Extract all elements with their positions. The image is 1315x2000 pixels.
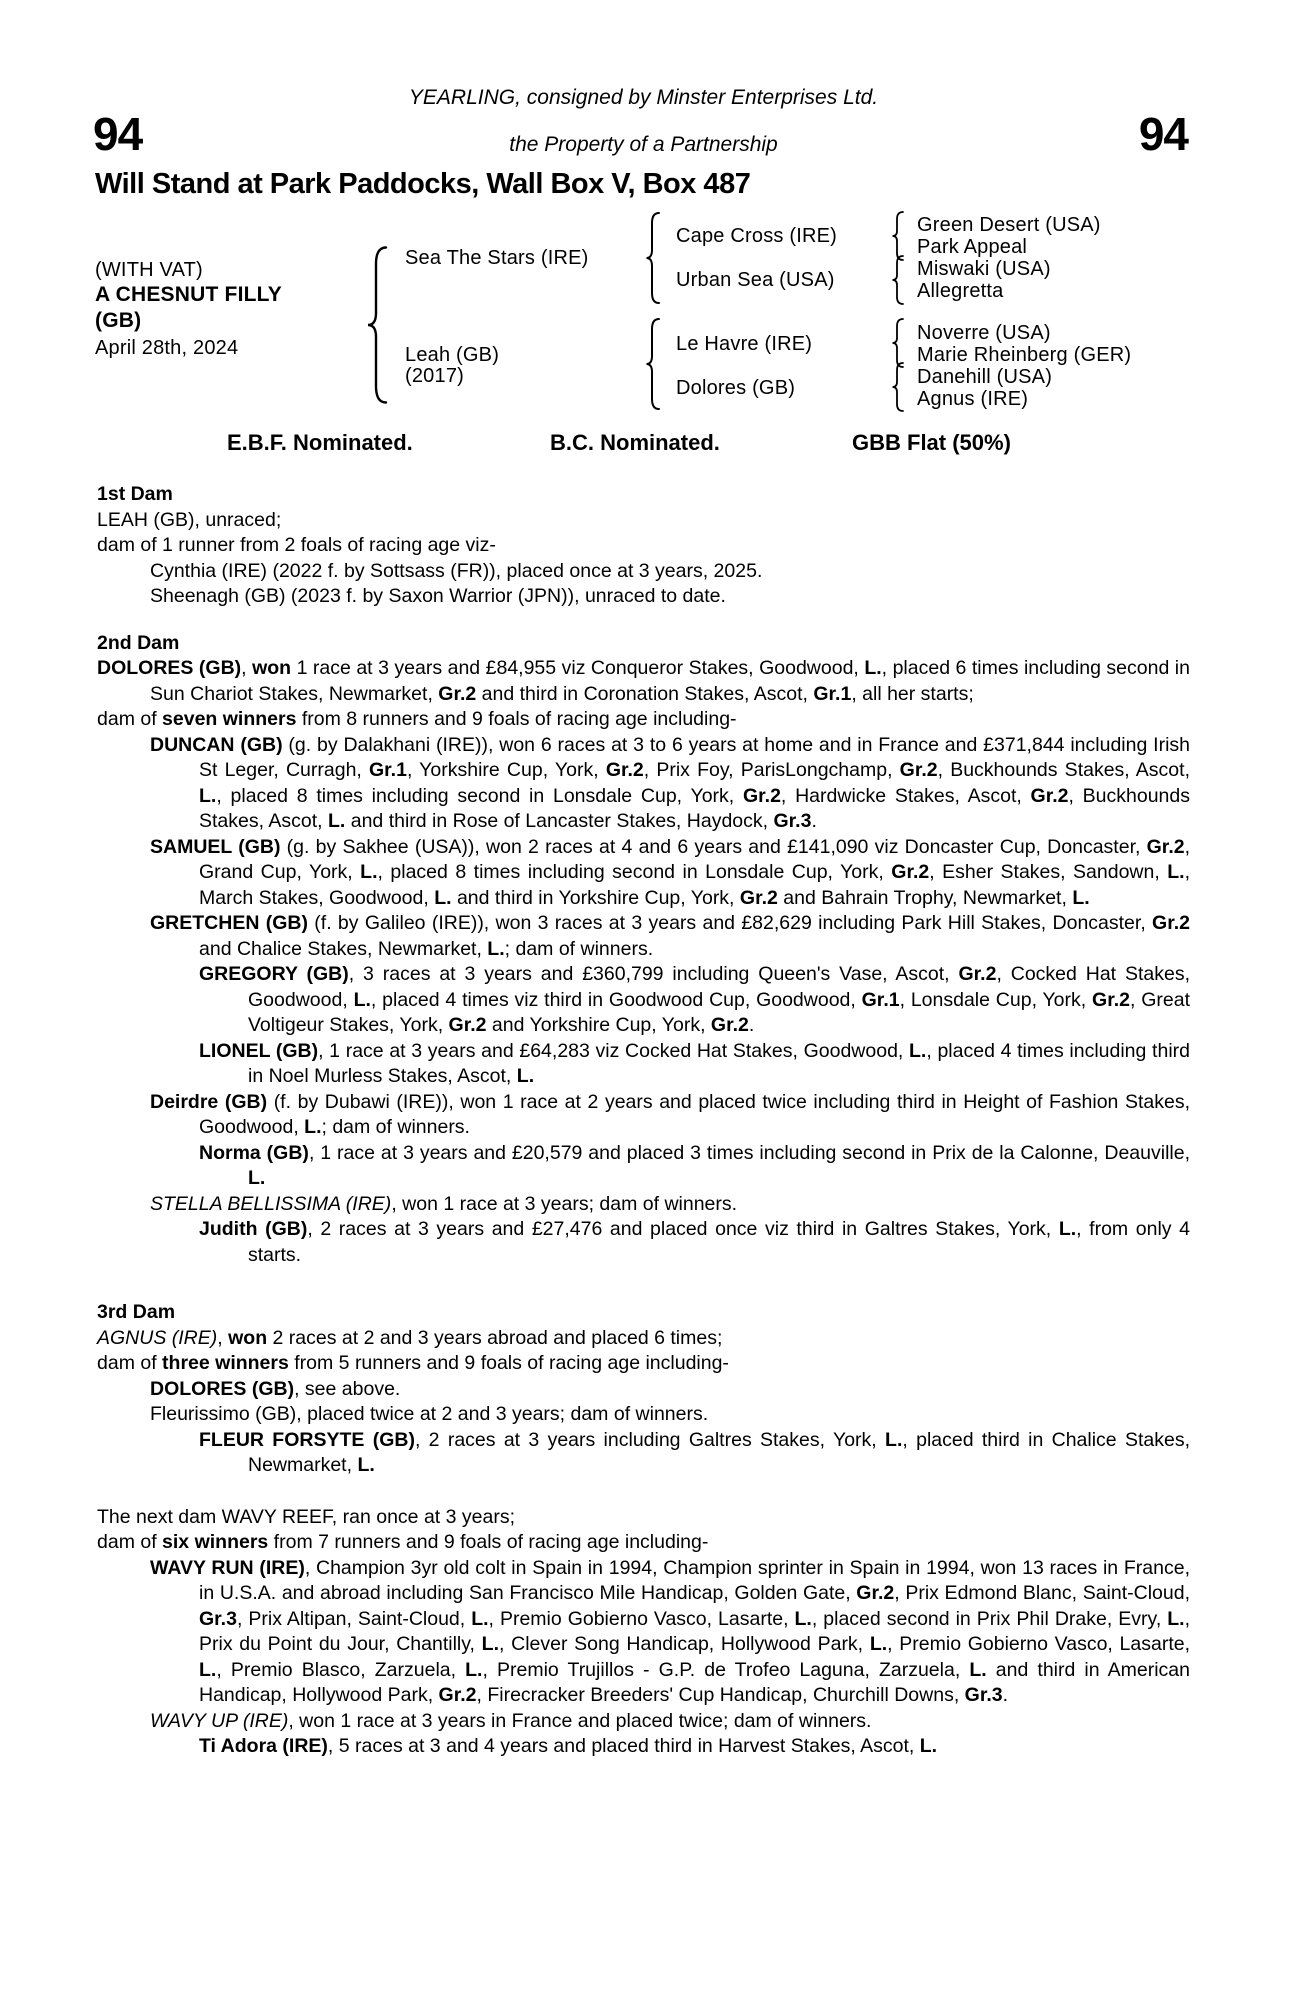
section-header-1st-dam: 1st Dam	[97, 483, 173, 505]
nominations-line	[0, 430, 1315, 460]
property-line: the Property of a Partnership	[509, 133, 778, 156]
great-grandparent-5: Noverre (USA)	[917, 322, 1051, 344]
dam-name: Leah (GB)	[405, 344, 500, 366]
great-grandparent-3: Miswaki (USA)	[917, 258, 1051, 280]
grandsire-1: Cape Cross (IRE)	[676, 225, 838, 247]
dam-produce-line: dam of 1 runner from 2 foals of racing age viz-	[97, 534, 496, 556]
gg-brace-2	[891, 255, 905, 305]
progeny-entry: GREGORY (GB), 3 races at 3 years and £360,799 including Queen's Vase, Ascot, Gr.2, Cocked Hat Stakes, Goodwood, L., placed 4 times viz third in Goodwood Cup, Goodwood, Gr.1, Lonsdale Cup, York, Gr.2, Great Voltigeur Stakes, York, Gr.2 and Yorkshire Cup, York, Gr.2.	[199, 963, 1191, 1036]
dam-produce-line: dam of three winners from 5 runners and 9 foals of racing age including-	[97, 1352, 729, 1374]
lot-number-left: 94	[93, 108, 143, 160]
progeny-entry: DUNCAN (GB) (g. by Dalakhani (IRE)), won 6 races at 3 to 6 years at home and in France and £371,844 including Irish St Leger, Curragh, Gr.1, Yorkshire Cup, York, Gr.2, Prix Foy, ParisLongchamp, Gr.2, Buckhounds Stakes, Ascot, L., placed 8 times including second in Lonsdale Cup, York, Gr.2, Hardwicke Stakes, Ascot, Gr.2, Buckhounds Stakes, Ascot, L. and third in Rose of Lancaster Stakes, Haydock, Gr.3.	[150, 733, 1191, 832]
gg-brace-3	[891, 318, 905, 368]
progeny-entry: Ti Adora (IRE), 5 races at 3 and 4 years and placed third in Harvest Stakes, Ascot, L.	[199, 1735, 938, 1757]
subject-suffix: (GB)	[95, 309, 142, 332]
lot-number-right: 94	[1138, 108, 1188, 160]
granddam-1: Urban Sea (USA)	[676, 269, 835, 291]
sire-brace	[645, 212, 661, 304]
progeny-entry: DOLORES (GB), see above.	[150, 1377, 401, 1400]
great-grandparent-4: Allegretta	[917, 280, 1004, 302]
dam-produce-line: dam of seven winners from 8 runners and 9 foals of racing age including-	[97, 708, 737, 730]
vat-note: (WITH VAT)	[95, 259, 203, 281]
ebf-nominated: E.B.F. Nominated.	[227, 430, 413, 455]
subject-name: A CHESNUT FILLY	[95, 283, 282, 306]
progeny-entry: Fleurissimo (GB), placed twice at 2 and 3 years; dam of winners.	[150, 1403, 709, 1425]
grandsire-2: Le Havre (IRE)	[676, 333, 813, 355]
great-grandparent-1: Green Desert (USA)	[917, 214, 1101, 236]
section-header-3rd-dam: 3rd Dam	[97, 1301, 176, 1323]
progeny-entry: Sheenagh (GB) (2023 f. by Saxon Warrior (JPN)), unraced to date.	[150, 585, 726, 607]
pedigree-text	[97, 482, 1190, 1760]
gg-brace-4	[891, 362, 905, 412]
sire-name: Sea The Stars (IRE)	[405, 247, 589, 269]
stand-location-line: Will Stand at Park Paddocks, Wall Box V, Box 487	[95, 168, 751, 200]
progeny-entry: WAVY UP (IRE), won 1 race at 3 years in France and placed twice; dam of winners.	[150, 1709, 872, 1732]
dam-entry: LEAH (GB), unraced;	[97, 508, 282, 531]
progeny-entry: Judith (GB), 2 races at 3 years and £27,476 and placed once viz third in Galtres Stakes, York, L., from only 4 starts.	[199, 1218, 1190, 1266]
progeny-entry: GRETCHEN (GB) (f. by Galileo (IRE)), won 3 races at 3 years and £82,629 including Park Hill Stakes, Doncaster, Gr.2 and Chalice Stakes, Newmarket, L.; dam of winners.	[150, 912, 1190, 960]
great-grandparent-6: Marie Rheinberg (GER)	[917, 344, 1132, 366]
progeny-entry: LIONEL (GB), 1 race at 3 years and £64,283 viz Cocked Hat Stakes, Goodwood, L., placed 4 times including third in Noel Murless Stakes, Ascot, L.	[199, 1039, 1190, 1087]
progeny-entry: FLEUR FORSYTE (GB), 2 races at 3 years including Galtres Stakes, York, L., placed third in Chalice Stakes, Newmarket, L.	[199, 1428, 1190, 1476]
progeny-entry: SAMUEL (GB) (g. by Sakhee (USA)), won 2 races at 4 and 6 years and £141,090 viz Doncaster Cup, Doncaster, Gr.2, Grand Cup, York, L., placed 8 times including second in Lonsdale Cup, York, Gr.2, Esher Stakes, Sandown, L., March Stakes, Goodwood, L. and third in Yorkshire Cup, York, Gr.2 and Bahrain Trophy, Newmarket, L.	[150, 835, 1191, 909]
bc-nominated: B.C. Nominated.	[550, 430, 720, 455]
dam-produce-line: dam of six winners from 7 runners and 9 foals of racing age including-	[97, 1531, 709, 1553]
granddam-2: Dolores (GB)	[676, 377, 796, 399]
foaling-date: April 28th, 2024	[95, 337, 239, 359]
great-grandparent-2: Park Appeal	[917, 236, 1028, 258]
progeny-entry: WAVY RUN (IRE), Champion 3yr old colt in Spain in 1994, Champion sprinter in Spain in 1994, won 13 races in France, in U.S.A. and abroad including San Francisco Mile Handicap, Golden Gate, Gr.2, Prix Edmond Blanc, Saint-Cloud, Gr.3, Prix Altipan, Saint-Cloud, L., Premio Gobierno Vasco, Lasarte, L., placed second in Prix Phil Drake, Evry, L., Prix du Point du Jour, Chantilly, L., Clever Song Handicap, Hollywood Park, L., Premio Gobierno Vasco, Lasarte, L., Premio Blasco, Zarzuela, L., Premio Trujillos - G.P. de Trofeo Laguna, Zarzuela, L. and third in American Handicap, Hollywood Park, Gr.2, Firecracker Breeders' Cup Handicap, Churchill Downs, Gr.3.	[150, 1556, 1190, 1706]
dam-entry: DOLORES (GB), won 1 race at 3 years and £84,955 viz Conqueror Stakes, Goodwood, L., placed 6 times including second in Sun Chariot Stakes, Newmarket, Gr.2 and third in Coronation Stakes, Ascot, Gr.1, all her starts;	[97, 657, 1190, 705]
progeny-entry: STELLA BELLISSIMA (IRE), won 1 race at 3 years; dam of winners.	[150, 1192, 738, 1215]
progeny-entry: Norma (GB), 1 race at 3 years and £20,579 and placed 3 times including second in Prix de la Calonne, Deauville, L.	[199, 1141, 1191, 1189]
next-dam-line: The next dam WAVY REEF, ran once at 3 years;	[97, 1505, 515, 1528]
pedigree-brace-main	[366, 246, 388, 404]
great-grandparent-8: Agnus (IRE)	[917, 388, 1029, 410]
great-grandparent-7: Danehill (USA)	[917, 366, 1053, 388]
gg-brace-1	[891, 211, 905, 261]
dam-entry: AGNUS (IRE), won 2 races at 2 and 3 years abroad and placed 6 times;	[97, 1326, 723, 1349]
progeny-entry: Deirdre (GB) (f. by Dubawi (IRE)), won 1 race at 2 years and placed twice including third in Height of Fashion Stakes, Goodwood, L.; dam of winners.	[150, 1090, 1190, 1138]
dam-year: (2017)	[405, 365, 465, 387]
progeny-entry: Cynthia (IRE) (2022 f. by Sottsass (FR)), placed once at 3 years, 2025.	[150, 559, 763, 582]
dam-brace	[645, 318, 661, 410]
consigned-line: YEARLING, consigned by Minster Enterprises Ltd.	[408, 86, 879, 109]
section-header-2nd-dam: 2nd Dam	[97, 631, 180, 654]
gbb-flat: GBB Flat (50%)	[852, 430, 1011, 455]
